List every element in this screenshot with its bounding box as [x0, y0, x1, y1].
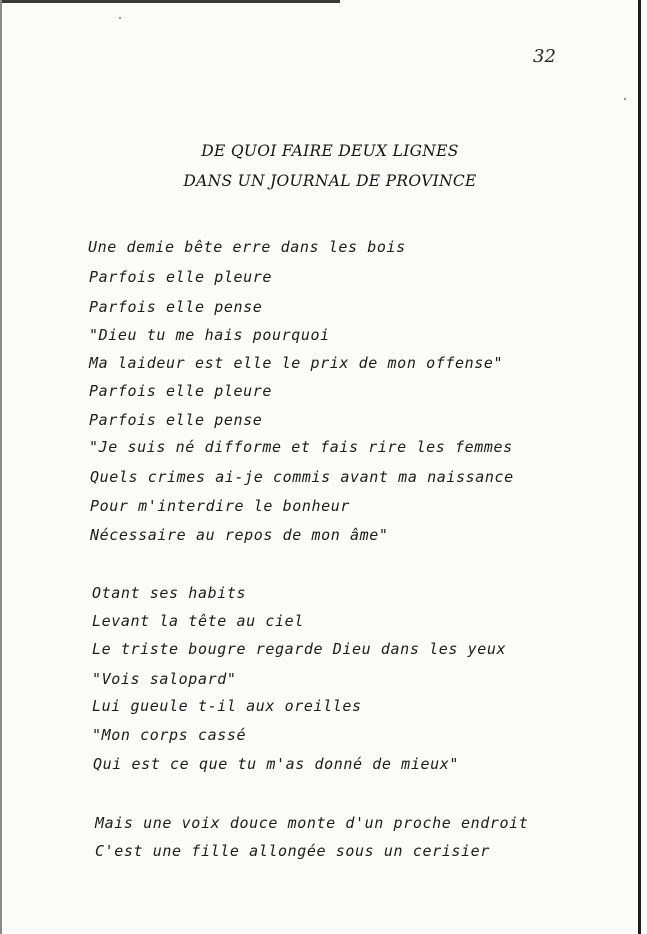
scan-edge-right [638, 0, 641, 934]
scan-speck [624, 98, 626, 100]
verse-line: Levant la tête au ciel [92, 612, 304, 630]
verse-line: Quels crimes ai-je commis avant ma naissance [90, 468, 514, 486]
verse-line: Le triste bougre regarde Dieu dans les yeux [92, 640, 507, 658]
verse-line: "Mon corps cassé [92, 726, 247, 744]
verse-line: Lui gueule t-il aux oreilles [92, 697, 362, 715]
verse-line: "Dieu tu me hais pourquoi [89, 326, 330, 344]
verse-line: Otant ses habits [92, 584, 247, 602]
scan-edge-top [0, 0, 340, 3]
poem-title-line-1: DE QUOI FAIRE DEUX LIGNES [201, 142, 459, 160]
verse-line: Nécessaire au repos de mon âme" [90, 526, 389, 544]
verse-line: Parfois elle pense [89, 411, 263, 429]
poem-title-line-2: DANS UN JOURNAL DE PROVINCE [183, 172, 477, 190]
verse-line: Mais une voix douce monte d'un proche endroit [95, 814, 529, 832]
page-number: 32 [533, 46, 556, 67]
scan-speck [119, 17, 121, 19]
scan-edge-left [0, 0, 2, 934]
verse-line: Une demie bête erre dans les bois [88, 238, 406, 256]
verse-line: Parfois elle pense [89, 298, 263, 316]
verse-line: C'est une fille allongée sous un cerisier [95, 842, 490, 860]
verse-line: Parfois elle pleure [89, 268, 272, 286]
verse-line: Parfois elle pleure [89, 382, 272, 400]
verse-line: Pour m'interdire le bonheur [90, 497, 351, 515]
verse-line: Ma laideur est elle le prix de mon offense" [89, 354, 504, 372]
verse-line: "Vois salopard" [92, 670, 237, 688]
verse-line: Qui est ce que tu m'as donné de mieux" [93, 755, 459, 773]
verse-line: "Je suis né difforme et fais rire les femmes [89, 438, 513, 456]
